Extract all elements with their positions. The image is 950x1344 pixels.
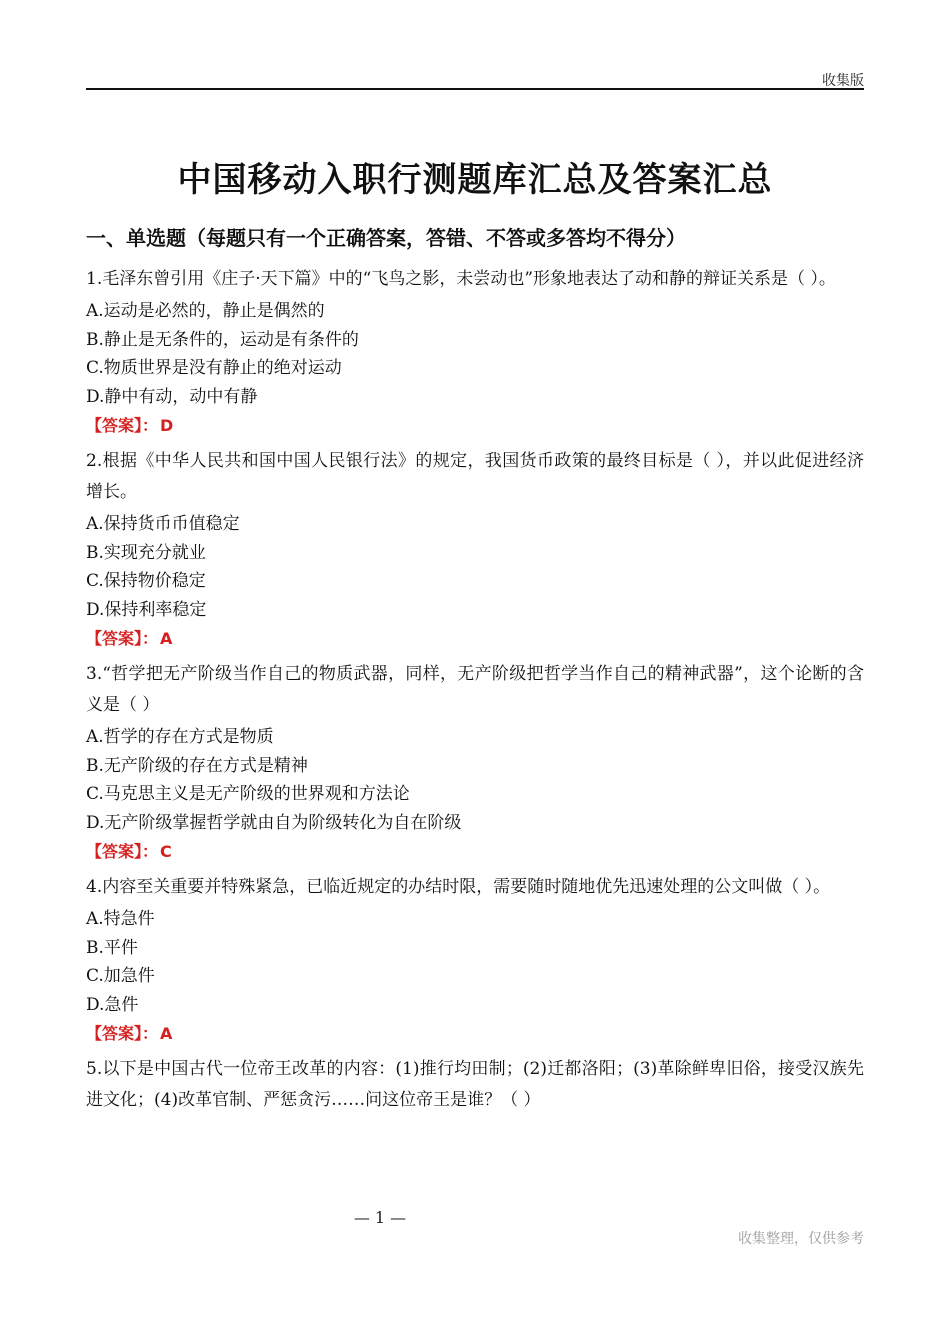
answer-line	[86, 1019, 864, 1048]
page-number: — 1 —	[353, 1208, 407, 1227]
option-d: D.无产阶级掌握哲学就由自为阶级转化为自在阶级	[86, 812, 462, 833]
option-a: A.特急件	[86, 909, 155, 929]
section-heading: 一、单选题（每题只有一个正确答案，答错、不答或多答均不得分）	[86, 226, 686, 250]
option-d: D.急件	[86, 994, 139, 1015]
question-stem: 5.以下是中国古代一位帝王改革的内容：(1)推行均田制；(2)迁都洛阳；(3)革除鲜卑旧俗，接受汉族先进文化；(4)改革官制、严惩贪污……问这位帝王是谁？（ ）	[86, 1059, 864, 1110]
page-title: 中国移动入职行测题库汇总及答案汇总	[177, 160, 773, 200]
header-rule	[86, 88, 864, 90]
option-b: B.实现充分就业	[86, 542, 206, 563]
answer-prefix: 【答案】：	[86, 416, 159, 435]
question-item	[86, 659, 864, 866]
question-list	[86, 264, 864, 1118]
footer-note: 收集整理，仅供参考	[738, 1231, 864, 1247]
question-item	[86, 872, 864, 1048]
question-item	[86, 446, 864, 653]
option-b: B.平件	[86, 937, 138, 958]
question-stem: 1.毛泽东曾引用《庄子·天下篇》中的“飞鸟之影，未尝动也”形象地表达了动和静的辩证关系是（ ）。	[86, 269, 836, 289]
option-d: D.保持利率稳定	[86, 599, 207, 620]
option-c: C.保持物价稳定	[86, 571, 206, 591]
answer-value: C	[160, 842, 172, 861]
option-a: A.运动是必然的，静止是偶然的	[86, 301, 325, 321]
answer-value: A	[160, 1024, 173, 1043]
option-d: D.静中有动，动中有静	[86, 386, 258, 407]
answer-value: D	[160, 416, 174, 435]
question-item	[86, 264, 864, 440]
option-c: C.加急件	[86, 966, 155, 986]
answer-prefix: 【答案】：	[86, 1024, 159, 1043]
option-a: A.保持货币币值稳定	[86, 514, 240, 534]
header-label: 收集版	[822, 73, 864, 89]
question-stem: 3.“哲学把无产阶级当作自己的物质武器，同样，无产阶级把哲学当作自己的精神武器”，这个论断的含义是（ ）	[86, 664, 864, 715]
answer-line	[86, 837, 864, 866]
answer-line	[86, 624, 864, 653]
option-b: B.无产阶级的存在方式是精神	[86, 755, 308, 776]
option-c: C.马克思主义是无产阶级的世界观和方法论	[86, 784, 410, 804]
answer-prefix: 【答案】：	[86, 842, 159, 861]
answer-line	[86, 411, 864, 440]
question-stem: 4.内容至关重要并特殊紧急，已临近规定的办结时限，需要随时随地优先迅速处理的公文叫做（ ）。	[86, 877, 831, 897]
question-stem: 2.根据《中华人民共和国中国人民银行法》的规定，我国货币政策的最终目标是（ ），并以此促进经济增长。	[86, 451, 864, 502]
answer-value: A	[160, 629, 173, 648]
option-a: A.哲学的存在方式是物质	[86, 727, 274, 747]
answer-prefix: 【答案】：	[86, 629, 159, 648]
option-c: C.物质世界是没有静止的绝对运动	[86, 358, 342, 378]
option-b: B.静止是无条件的，运动是有条件的	[86, 329, 359, 350]
question-item	[86, 1054, 864, 1116]
